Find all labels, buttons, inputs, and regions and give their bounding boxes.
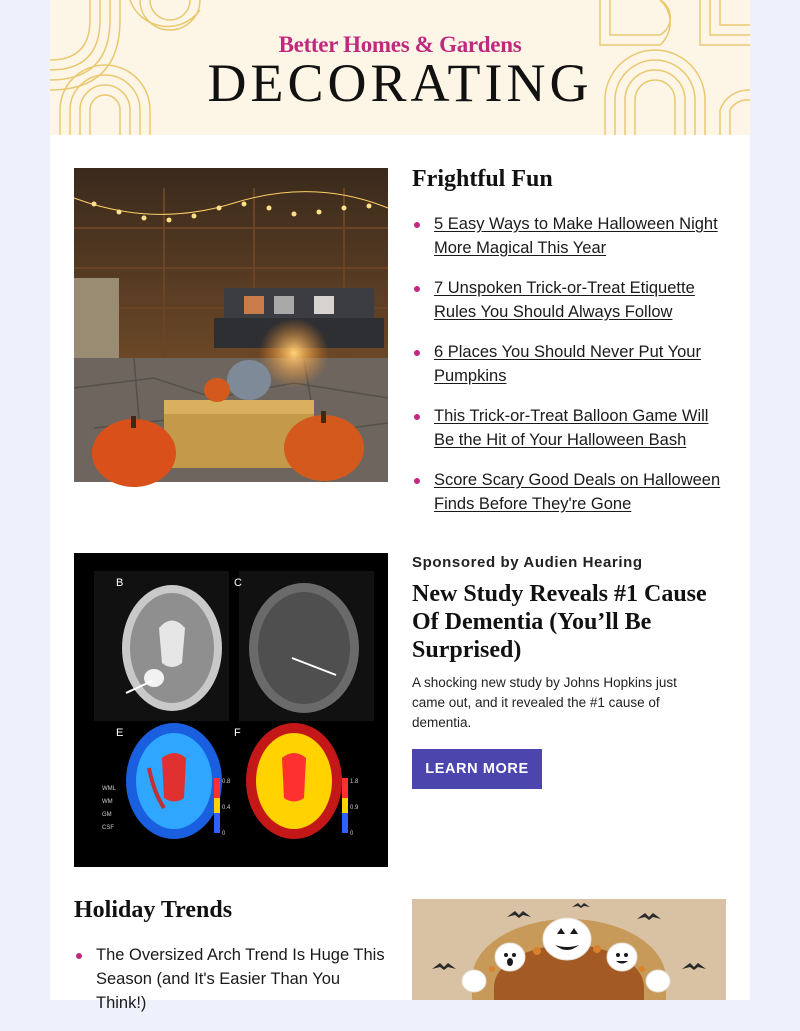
ad-headline[interactable]: New Study Reveals #1 Cause Of Dementia (You’ll Be Surprised) xyxy=(412,581,707,663)
article-link[interactable]: The Oversized Arch Trend Is Huge This Season (and It's Easier Than You Think!) xyxy=(96,946,385,1012)
scan-label-b: B xyxy=(116,577,124,589)
article-link[interactable]: 7 Unspoken Trick-or-Treat Etiquette Rules You Should Always Follow xyxy=(434,279,695,321)
list-item xyxy=(412,276,732,324)
newsletter-header xyxy=(50,0,750,135)
article-link[interactable]: 5 Easy Ways to Make Halloween Night More Magical This Year xyxy=(434,215,718,257)
scale-label: 1.8 xyxy=(350,779,359,785)
scan-label-f: F xyxy=(234,727,241,739)
scale-label: 0 xyxy=(350,831,354,837)
holiday-trends-heading: Holiday Trends xyxy=(74,897,233,923)
scale-label: 0.8 xyxy=(222,779,231,785)
list-item xyxy=(412,404,732,452)
scan-label-c: C xyxy=(234,577,242,589)
sponsor-label: Sponsored by Audien Hearing xyxy=(412,554,643,571)
article-link[interactable]: This Trick-or-Treat Balloon Game Will Be the Hit of Your Halloween Bash xyxy=(434,407,709,449)
scan-label-e: E xyxy=(116,727,124,739)
legend-label: WML xyxy=(102,786,116,792)
email-container xyxy=(50,0,750,1012)
bullet-icon xyxy=(414,350,420,356)
bullet-icon xyxy=(414,478,420,484)
legend-label: CSF xyxy=(102,825,114,831)
bullet-icon xyxy=(76,953,82,959)
learn-more-button[interactable]: LEARN MORE xyxy=(412,749,542,789)
legend-label: WM xyxy=(102,799,113,805)
brain-scan-ad-image[interactable] xyxy=(74,553,388,867)
ad-body-text: A shocking new study by Johns Hopkins just came out, and it revealed the #1 cause of dementia. xyxy=(412,675,677,730)
holiday-trends-list xyxy=(74,943,394,1031)
halloween-arch-image[interactable] xyxy=(412,899,726,1000)
bullet-icon xyxy=(414,414,420,420)
frightful-fun-list xyxy=(412,212,732,532)
bullet-icon xyxy=(414,222,420,228)
section-title: DECORATING xyxy=(207,53,593,113)
article-link[interactable]: 6 Places You Should Never Put Your Pumpkins xyxy=(434,343,701,385)
scale-label: 0 xyxy=(222,831,226,837)
list-item xyxy=(412,340,732,388)
scale-label: 0.4 xyxy=(222,805,231,811)
bullet-icon xyxy=(414,286,420,292)
article-link[interactable]: Score Scary Good Deals on Halloween Finds Before They're Gone xyxy=(434,471,721,513)
list-item xyxy=(74,943,394,1015)
brand-logo[interactable]: Better Homes & Gardens xyxy=(278,32,522,57)
list-item xyxy=(412,468,732,516)
halloween-patio-image[interactable] xyxy=(74,168,388,482)
legend-label: GM xyxy=(102,812,112,818)
frightful-fun-heading: Frightful Fun xyxy=(412,166,553,192)
scale-label: 0.9 xyxy=(350,805,359,811)
list-item xyxy=(412,212,732,260)
